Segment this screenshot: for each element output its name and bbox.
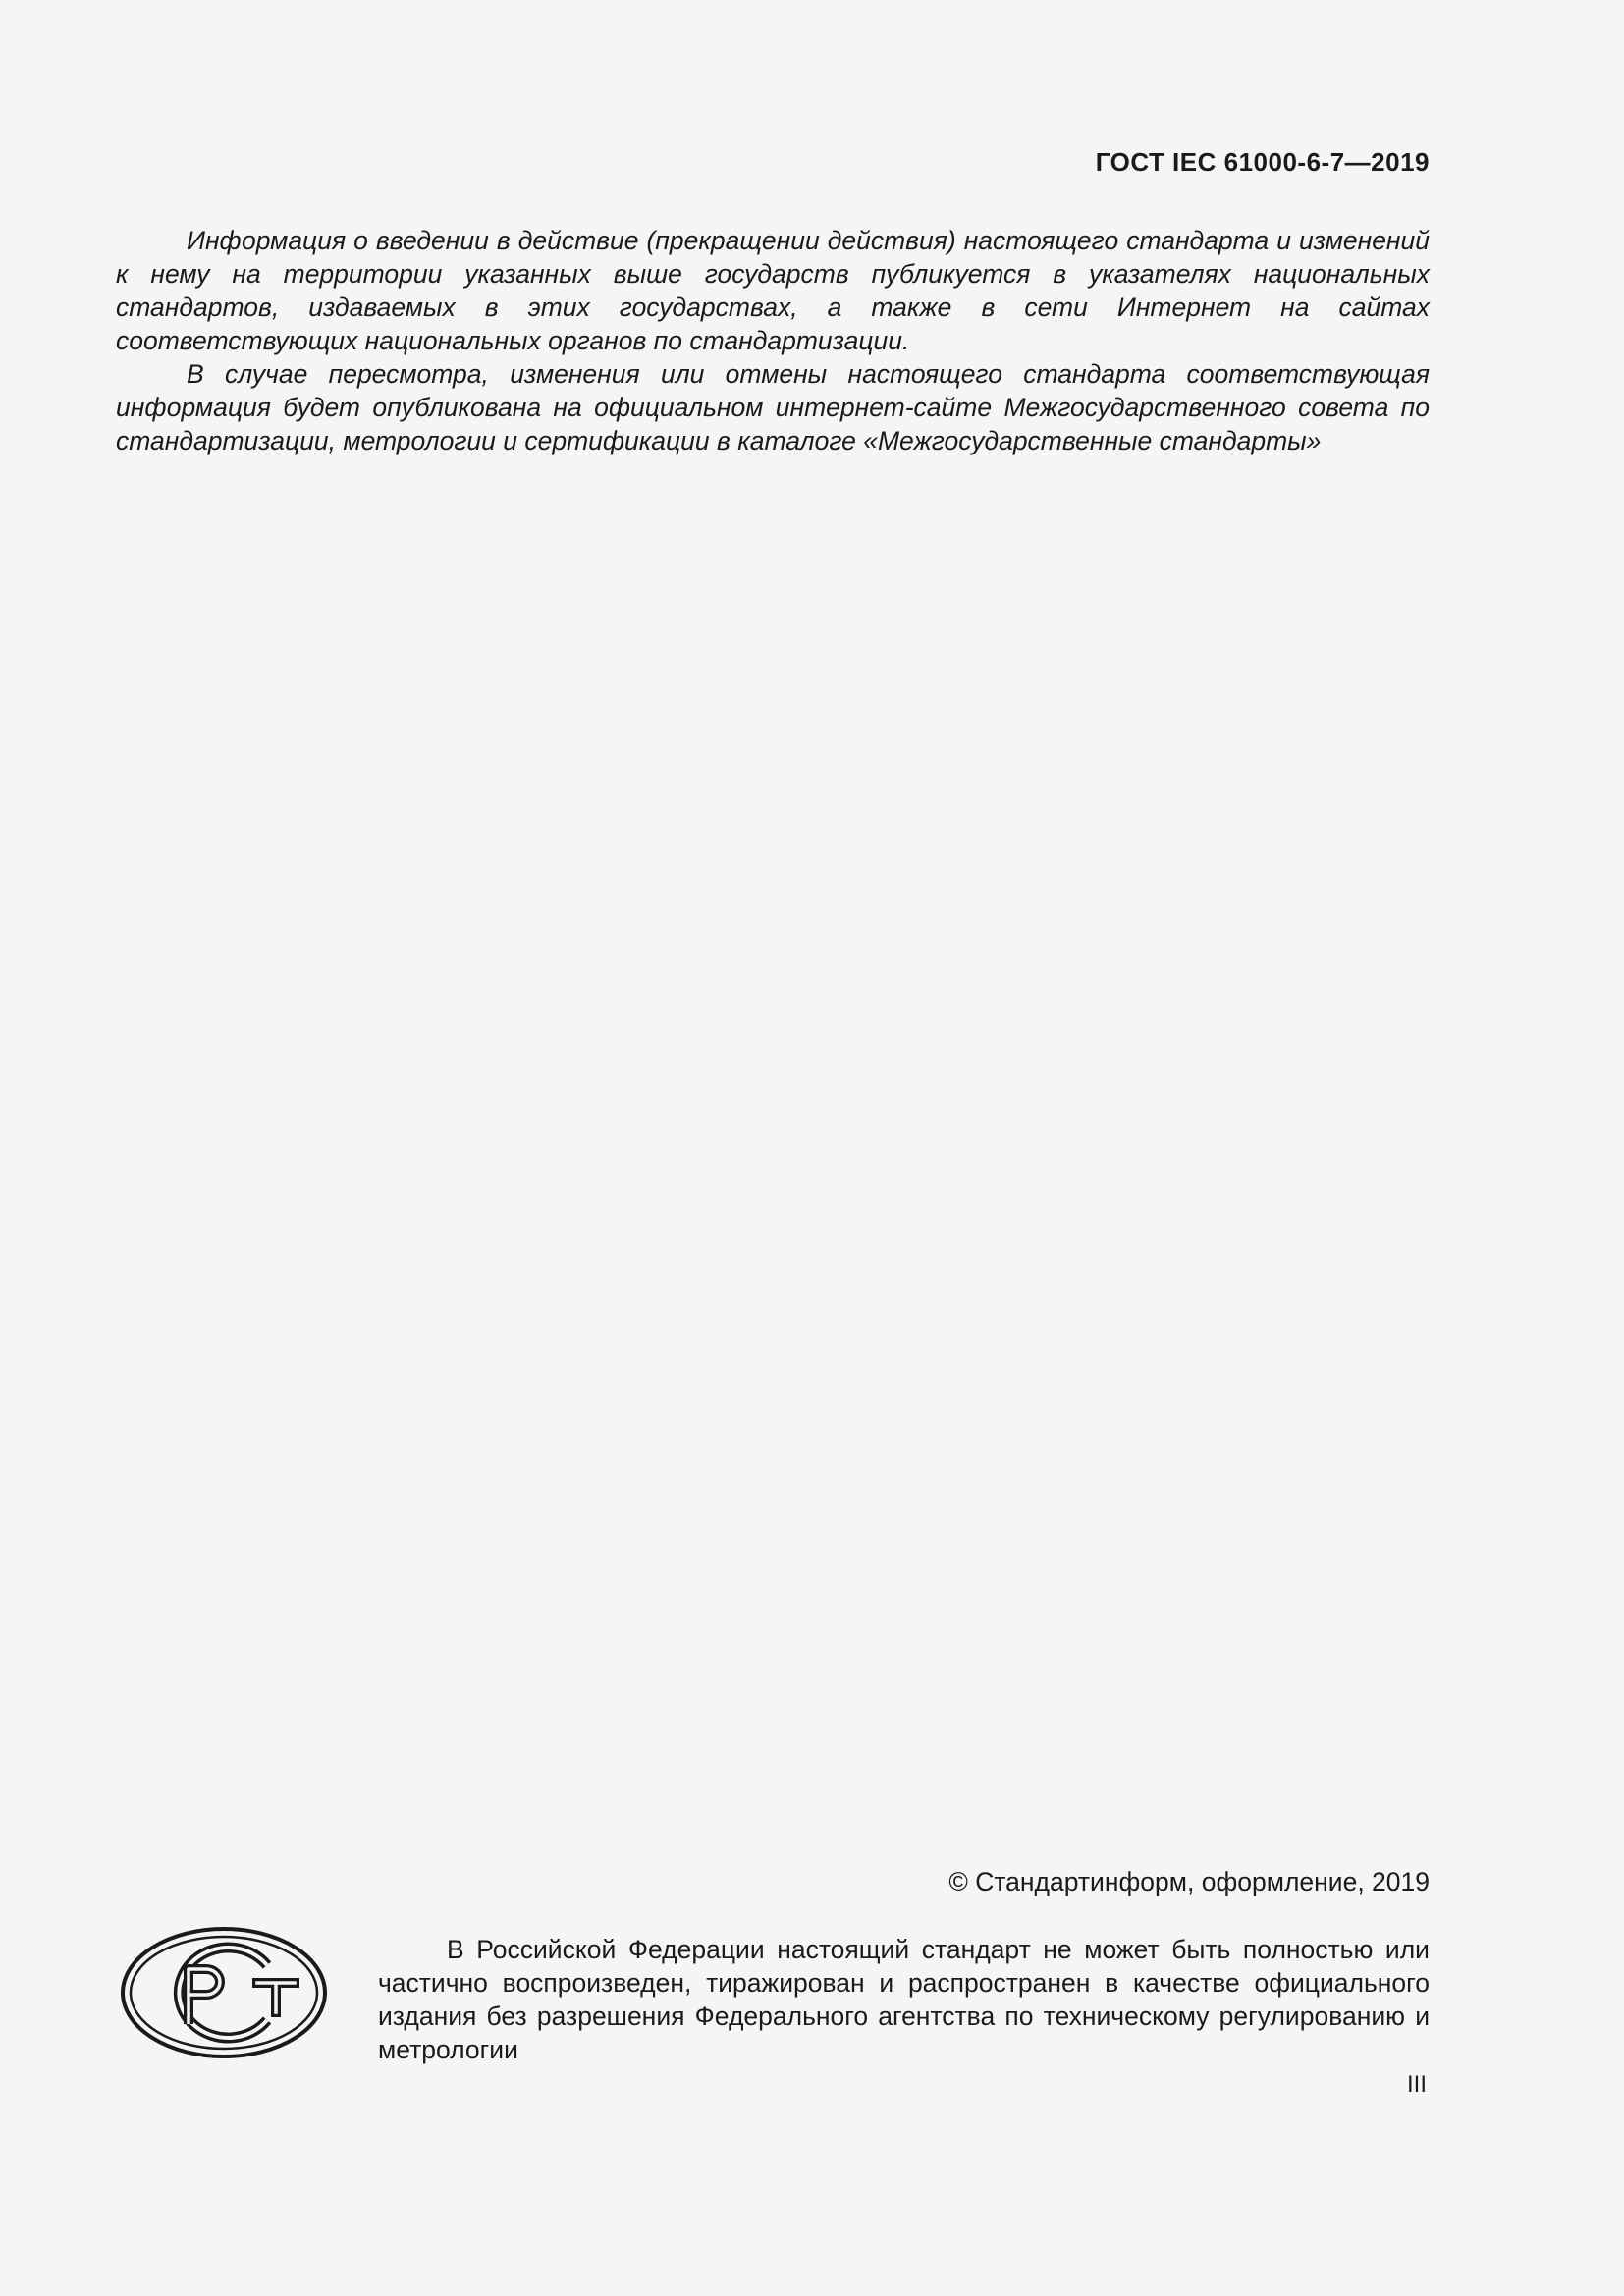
copyright-line: © Стандартинформ, оформление, 2019 — [948, 1867, 1430, 1896]
paragraph-revision-info: В случае пересмотра, изменения или отмены настоящего стандарта соответствующая информация будет опубликована на официальном интернет-сайте Межгосударственного совета по стандартизации, метрологии и сертификации в каталоге «Межгосударственные стандарты» — [116, 359, 1430, 455]
copyright-notice-text: В Российской Федерации настоящий стандарт не может быть полностью или частично воспроизведен, тиражирован и распространен в качестве официального издания без разрешения Федерального агентства по техническому регулированию и метрологии — [378, 1935, 1430, 2064]
document-code: ГОСТ IEC 61000-6-7—2019 — [1095, 147, 1430, 177]
rst-certification-mark-icon — [120, 1926, 328, 2059]
paragraph-publication-info: Информация о введении в действие (прекращении действия) настоящего стандарта и изменений к нему на территории указанных выше государств публикуется в указателях национальных стандартов, издаваемых в этих государствах, а также в сети Интернет на сайтах соответствующих национальных органов по стандартизации. — [116, 226, 1430, 355]
body-text — [116, 224, 1430, 457]
page-number: III — [1406, 2071, 1427, 2098]
copyright-notice — [378, 1933, 1430, 2066]
